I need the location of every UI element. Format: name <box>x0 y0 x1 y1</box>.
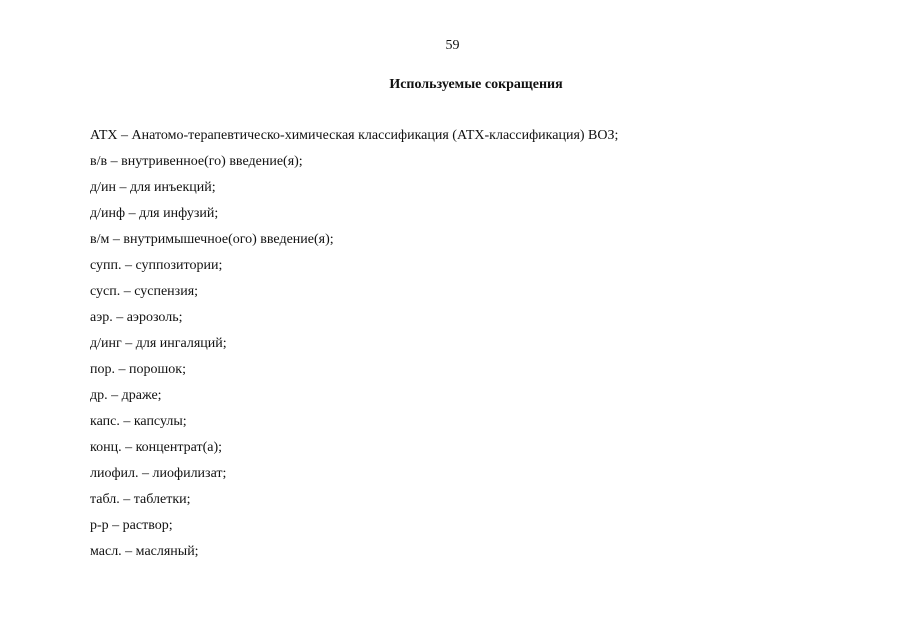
list-item: супп. – суппозитории; <box>90 258 223 273</box>
list-item: конц. – концентрат(а); <box>90 440 223 455</box>
page-number: 59 <box>445 38 460 53</box>
list-item: масл. – масляный; <box>90 544 199 559</box>
list-item: АТХ – Анатомо-терапевтическо-химическая классификация (АТХ-классификация) ВОЗ; <box>90 128 619 143</box>
list-item: капс. – капсулы; <box>90 414 187 429</box>
list-item: д/ин – для инъекций; <box>90 180 216 195</box>
list-item: р-р – раствор; <box>90 518 173 533</box>
list-item: в/м – внутримышечное(ого) введение(я); <box>90 232 334 247</box>
list-item: сусп. – суспензия; <box>90 284 199 299</box>
list-item: др. – драже; <box>90 388 162 403</box>
list-item: табл. – таблетки; <box>90 492 191 507</box>
abbreviation-list <box>90 127 618 569</box>
section-heading: Используемые сокращения <box>389 77 563 92</box>
list-item: д/инф – для инфузий; <box>90 206 219 221</box>
list-item: пор. – порошок; <box>90 362 186 377</box>
list-item: лиофил. – лиофилизат; <box>90 466 227 481</box>
list-item: аэр. – аэрозоль; <box>90 310 183 325</box>
list-item: в/в – внутривенное(го) введение(я); <box>90 154 303 169</box>
list-item: д/инг – для ингаляций; <box>90 336 227 351</box>
